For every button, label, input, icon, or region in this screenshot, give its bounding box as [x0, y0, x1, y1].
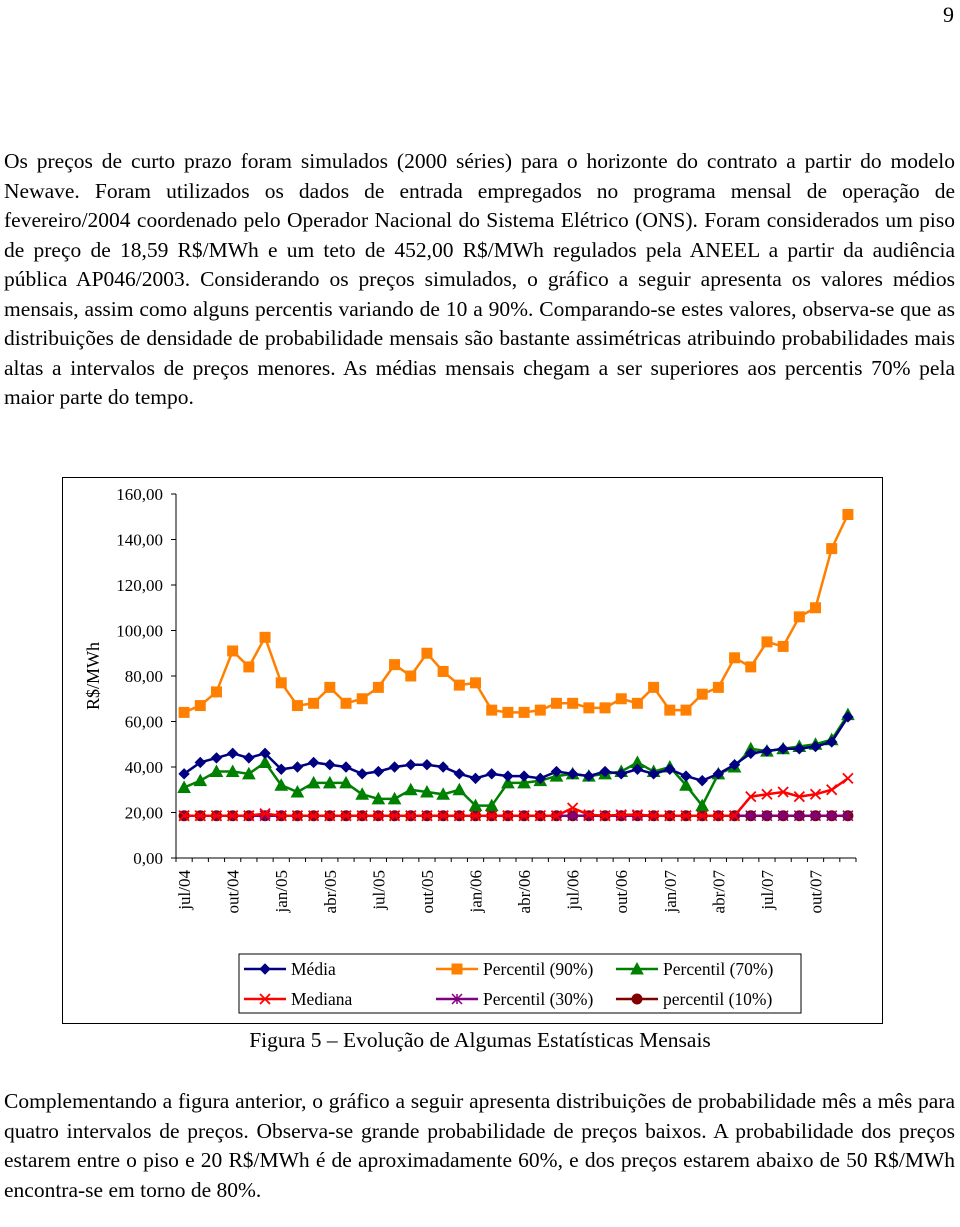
closing-paragraph: Complementando a figura anterior, o gráfico a seguir apresenta distribuições de probabilidade mês a mês para quatro intervalos de preços. Observa-se grande probabilidade de preços baixos. A probabilidade dos preços estarem entre o piso e 20 R$/MWh é de aproximadamente 60%, e dos preços estarem abaixo de 50 R$/MWh encontra-se em torno de 80%.: [4, 1089, 955, 1202]
legend-label-mediana: Mediana: [291, 989, 353, 1009]
page-number: 9: [943, 2, 954, 27]
point-média: [519, 771, 529, 781]
point-percentil-90: [260, 632, 270, 642]
point-média: [697, 776, 707, 786]
point-percentil-90: [746, 662, 756, 672]
point-percentil-90: [195, 701, 205, 711]
point-percentil-70: [453, 784, 465, 795]
point-mediana: [843, 773, 853, 783]
x-tick-label: out/07: [806, 870, 826, 914]
y-tick-label: 80,00: [124, 667, 163, 686]
x-tick-label: out/05: [417, 870, 437, 914]
x-tick-label: jan/07: [660, 870, 680, 913]
legend-label-percentil-10: percentil (10%): [663, 989, 773, 1009]
point-percentil-90: [584, 703, 594, 713]
point-percentil-90: [341, 698, 351, 708]
point-média: [422, 760, 432, 770]
point-percentil-70: [194, 775, 206, 786]
point-percentil-90: [211, 687, 221, 697]
point-percentil-90: [551, 698, 561, 708]
point-média: [325, 760, 335, 770]
point-média: [390, 762, 400, 772]
legend-label-percentil-70: Percentil (70%): [663, 959, 774, 979]
y-tick-label: 120,00: [116, 576, 163, 595]
y-tick-label: 160,00: [116, 485, 163, 504]
legend-marker-percentil-90: [452, 964, 462, 974]
point-média: [228, 748, 238, 758]
series-line-percentil-70: [184, 715, 848, 806]
point-percentil-90: [730, 653, 740, 663]
y-axis-title: R$/MWh: [83, 641, 103, 711]
point-percentil-90: [244, 662, 254, 672]
x-tick-label: jul/04: [175, 870, 195, 910]
y-tick-label: 100,00: [116, 621, 163, 641]
point-percentil-90: [843, 509, 853, 519]
point-percentil-90: [535, 705, 545, 715]
point-percentil-90: [406, 671, 416, 681]
x-tick-label: out/06: [612, 870, 632, 914]
point-média: [373, 767, 383, 777]
point-percentil-90: [568, 698, 578, 708]
point-média: [454, 769, 464, 779]
point-média: [503, 771, 513, 781]
point-percentil-90: [309, 698, 319, 708]
point-percentil-90: [454, 680, 464, 690]
point-percentil-90: [713, 682, 723, 692]
x-tick-label: jan/05: [272, 870, 292, 913]
x-tick-label: abr/07: [709, 870, 729, 914]
point-média: [357, 769, 367, 779]
point-percentil-90: [600, 703, 610, 713]
point-percentil-90: [778, 641, 788, 651]
point-percentil-90: [228, 646, 238, 656]
point-média: [309, 757, 319, 767]
point-percentil-90: [373, 682, 383, 692]
point-percentil-90: [471, 678, 481, 688]
legend-label-percentil-30: Percentil (30%): [483, 989, 594, 1009]
point-percentil-90: [665, 705, 675, 715]
figure-caption: Figura 5 – Evolução de Algumas Estatísticas Mensais: [249, 1028, 711, 1052]
x-tick-label: abr/05: [320, 870, 340, 914]
y-tick-label: 20,00: [124, 803, 163, 823]
point-percentil-90: [357, 694, 367, 704]
point-percentil-90: [276, 678, 286, 688]
line-chart: [63, 478, 882, 1023]
x-tick-label: jan/06: [466, 870, 486, 913]
point-percentil-90: [179, 707, 189, 717]
point-percentil-90: [811, 603, 821, 613]
point-média: [406, 760, 416, 770]
point-média: [244, 753, 254, 763]
point-percentil-90: [422, 648, 432, 658]
point-percentil-90: [794, 612, 804, 622]
point-média: [471, 773, 481, 783]
point-percentil-90: [487, 705, 497, 715]
point-percentil-90: [681, 705, 691, 715]
intro-paragraph: Os preços de curto prazo foram simulados (2000 séries) para o horizonte do contrato a partir do modelo Newave. Foram utilizados os dados de entrada empregados no programa mensal de operação de fevereiro/2004 coordenado pelo Operador Nacional do Sistema Elétrico (ONS). Foram considerados um piso de preço de 18,59 R$/MWh e um teto de 452,00 R$/MWh regulados pela ANEEL a partir da audiência pública AP046/2003. Considerando os preços simulados, o gráfico a seguir apresenta os valores médios mensais, assim como alguns percentis variando de 10 a 90%. Comparando-se estes valores, observa-se que as distribuições de densidade de probabilidade mensais são bastante assimétricas atribuindo probabilidades mais altas a intervalos de preços menores. As médias mensais chegam a ser superiores aos percentis 70% pela maior parte do tempo.: [4, 149, 955, 409]
point-percentil-90: [292, 701, 302, 711]
point-média: [438, 762, 448, 772]
point-percentil-90: [616, 694, 626, 704]
legend-label-percentil-90: Percentil (90%): [483, 959, 594, 979]
x-tick-label: jul/06: [563, 870, 583, 910]
point-média: [292, 762, 302, 772]
legend-label-média: Média: [291, 959, 336, 979]
point-percentil-90: [325, 682, 335, 692]
point-percentil-90: [649, 682, 659, 692]
point-percentil-90: [632, 698, 642, 708]
y-tick-label: 40,00: [124, 758, 163, 777]
point-média: [341, 762, 351, 772]
x-tick-label: jul/07: [757, 870, 777, 910]
y-tick-label: 0,00: [133, 849, 163, 868]
chart-frame: [62, 477, 883, 1024]
point-percentil-90: [390, 660, 400, 670]
point-percentil-90: [438, 666, 448, 676]
point-percentil-90: [827, 544, 837, 554]
legend-marker-percentil-10: [632, 994, 642, 1004]
point-percentil-90: [503, 707, 513, 717]
y-tick-label: 60,00: [124, 712, 163, 732]
x-tick-label: out/04: [223, 870, 243, 914]
x-tick-label: jul/05: [369, 870, 389, 910]
point-percentil-90: [762, 637, 772, 647]
point-percentil-90: [519, 707, 529, 717]
point-percentil-90: [697, 689, 707, 699]
point-média: [487, 769, 497, 779]
x-tick-label: abr/06: [515, 870, 535, 914]
point-média: [211, 753, 221, 763]
y-tick-label: 140,00: [116, 530, 163, 550]
